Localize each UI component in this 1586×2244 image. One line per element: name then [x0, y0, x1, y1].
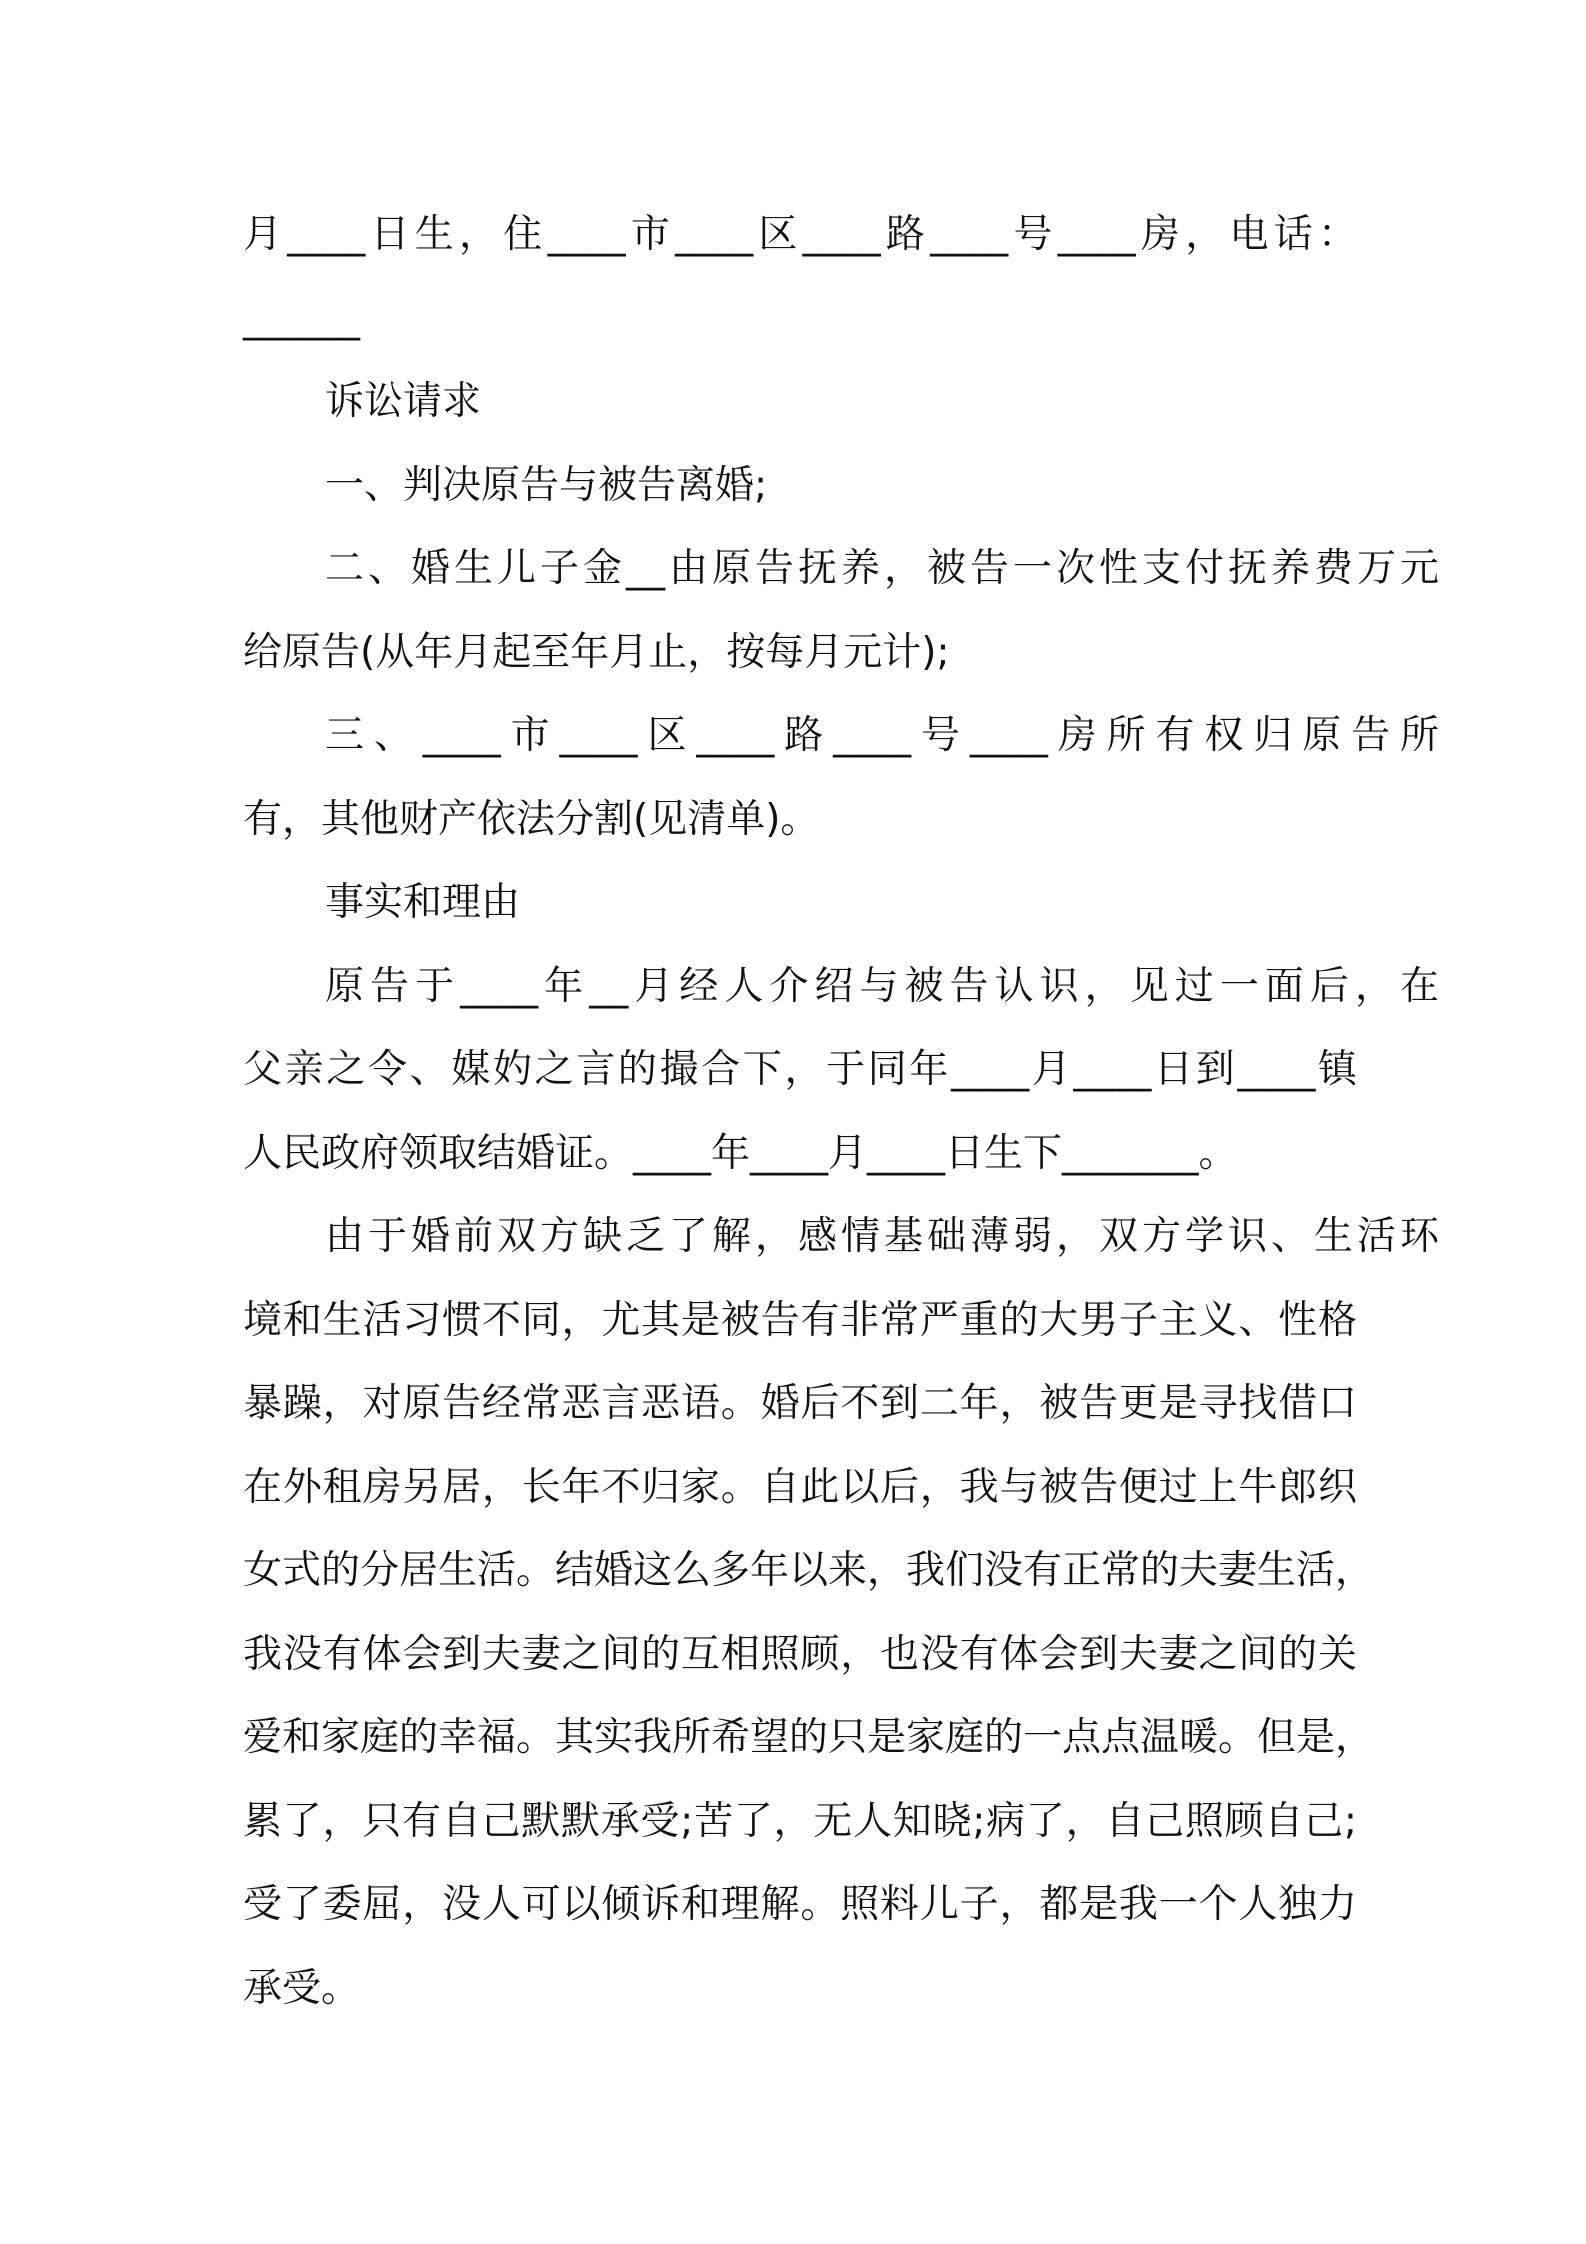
text-line: 父亲之令、媒妁之言的撮合下，于同年____月____日到____镇: [243, 1047, 1357, 1092]
text-line: 给原告(从年月起至年月止，按每月元计);: [243, 629, 950, 675]
text-line: 由于婚前双方缺乏了解，感情基础薄弱，双方学识、生活环: [325, 1214, 1439, 1259]
section-heading-facts: 事实和理由: [325, 880, 521, 925]
text-line: 有，其他财产依法分割(见清单)。: [243, 796, 820, 842]
text-line: 承受。: [243, 1965, 361, 2011]
text-line: 女式的分居生活。结婚这么多年以来，我们没有正常的夫妻生活，: [243, 1548, 1375, 1593]
text-line: 累了，只有自己默默承受;苦了，无人知晓;病了，自己照顾自己;: [243, 1798, 1357, 1844]
text-line: ______: [243, 295, 360, 341]
text-line: 人民政府领取结婚证。____年____月____日生下_______。: [243, 1130, 1238, 1176]
text-line: 我没有体会到夫妻之间的互相照顾，也没有体会到夫妻之间的关: [243, 1631, 1357, 1677]
text-line: 三、____市____区____路____号____房所有权归原告所: [325, 713, 1439, 758]
text-line: 境和生活习惯不同，尤其是被告有非常严重的大男子主义、性格: [243, 1297, 1357, 1343]
text-line: 暴躁，对原告经常恶言恶语。婚后不到二年，被告更是寻找借口: [243, 1381, 1357, 1426]
text-line: 二、婚生儿子金__由原告抚养，被告一次性支付抚养费万元: [325, 546, 1439, 591]
document-body: [243, 193, 1439, 2030]
text-line: 原告于____年__月经人介绍与被告认识，见过一面后，在: [325, 963, 1439, 1009]
text-line: 爱和家庭的幸福。其实我所希望的只是家庭的一点点温暖。但是，: [243, 1715, 1375, 1760]
text-line: 在外租房另居，长年不归家。自此以后，我与被告便过上牛郎织: [243, 1464, 1357, 1510]
text-line: 受了委屈，没人可以倾诉和理解。照料儿子，都是我一个人独力: [243, 1882, 1357, 1927]
text-line: 月____日生，住____市____区____路____号____房，电话：: [243, 212, 1357, 257]
section-heading-claims: 诉讼请求: [325, 379, 482, 424]
text-line: 一、判决原告与被告离婚;: [325, 462, 768, 508]
